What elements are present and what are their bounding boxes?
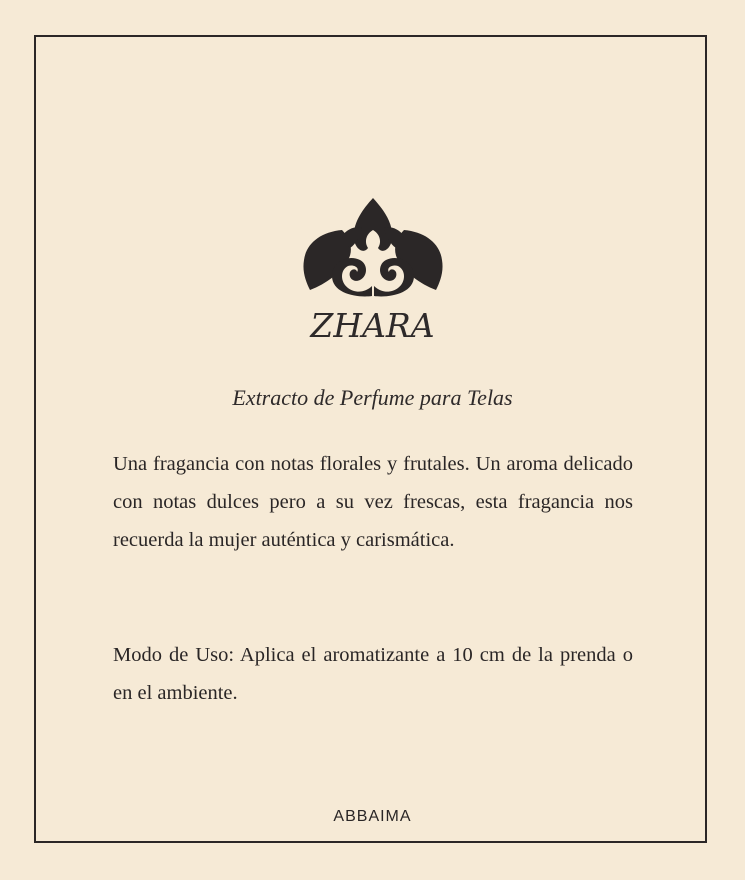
label-border xyxy=(34,35,707,843)
product-description: Una fragancia con notas florales y frutales. Un aroma delicado con notas dulces pero a su vez frescas, esta fragancia nos recuerda la mujer auténtica y carismática. xyxy=(113,453,633,551)
maker-name: ABBAIMA xyxy=(333,808,412,825)
usage-instructions: Modo de Uso: Aplica el aromatizante a 10 cm de la prenda o en el ambiente. xyxy=(113,644,633,704)
lotus-flower-icon xyxy=(302,198,444,298)
brand-name: ZHARA xyxy=(310,306,435,345)
product-subtitle: Extracto de Perfume para Telas xyxy=(232,385,513,410)
